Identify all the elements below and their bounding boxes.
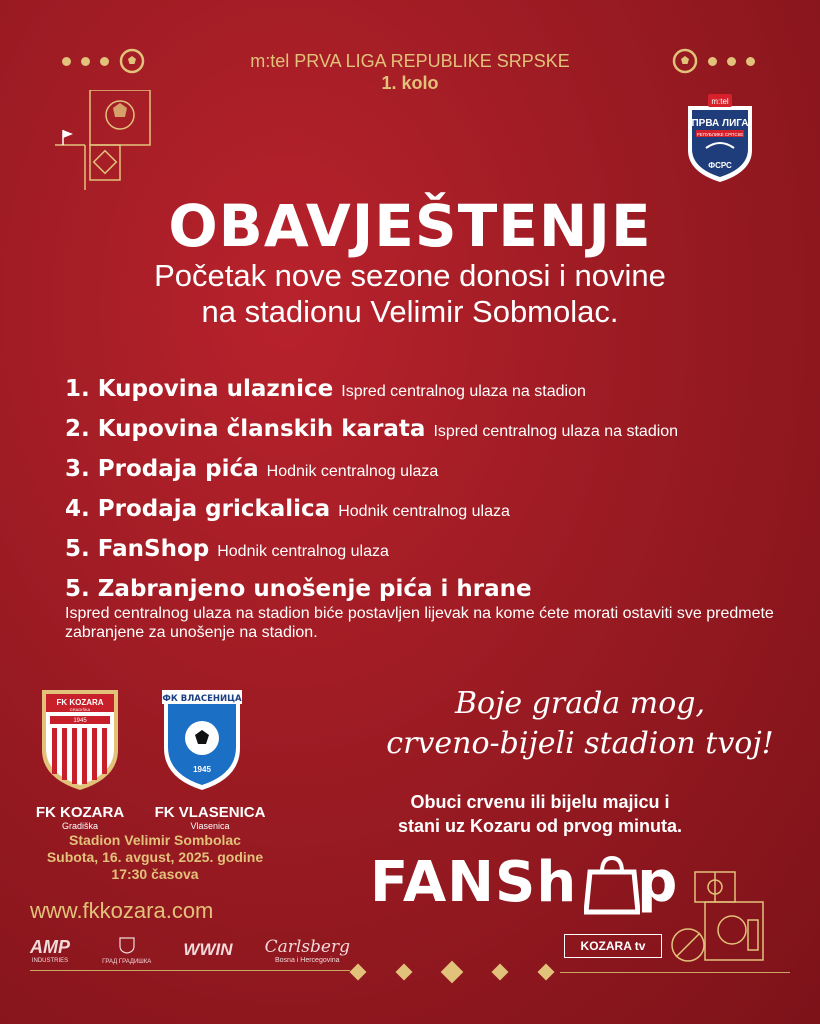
diamond-icon [492,964,509,981]
carlsberg-logo-sub: Bosna i Hercegovina [274,956,340,964]
away-club-label [150,804,270,831]
item-desc: Hodnik centralnog ulaza [217,543,389,560]
wwin-logo: WWIN [183,940,233,959]
fk-kozara-crest-logo [40,688,120,792]
list-item [65,456,785,496]
notice-list [65,376,785,642]
kozara-tv-logo: KOZARA tv [564,934,662,958]
fanshop-logo-end: p [637,850,679,915]
round-label: 1. kolo [381,73,439,93]
city-crest-icon [118,936,136,954]
fk-vlasenica-crest-logo [162,688,242,792]
carlsberg-logo-text: Carlsberg [264,936,350,957]
item-title: 2. Kupovina članskih karata [65,416,426,442]
slogan [340,684,820,764]
league-header [0,50,820,94]
slogan-line-2: crveno-bijeli stadion tvoj! [386,726,774,761]
match-date: Subota, 16. avgust, 2025. godine [46,849,264,865]
league-badge-logo [684,92,756,184]
shopping-bag-icon [584,854,640,916]
item-desc: Hodnik centralnog ulaza [338,503,510,520]
kozara-crest-year: 1945 [73,718,87,724]
pitch-decoration-icon [670,870,765,965]
amp-logo-text: AMP [30,936,70,957]
subtitle [0,258,820,330]
item-title: 5. Zabranjeno unošenje pića i hrane [65,576,532,602]
badge-sub-text: РЕПУБЛИКЕ СРПСКЕ [696,132,744,137]
kozara-crest-text: FK KOZARA [56,698,104,707]
item-title: 1. Kupovina ulaznice [65,376,334,402]
home-club-name: FK KOZARA [35,804,125,821]
sponsor-divider [30,970,350,971]
list-item [65,536,785,576]
subtitle-line-2: na stadionu Velimir Sobmolac. [201,294,619,329]
grad-gradiska-logo [102,936,151,965]
item-title: 3. Prodaja pića [65,456,259,482]
diamond-icon [538,964,555,981]
item-desc: Ispred centralnog ulaza na stadion [433,423,679,440]
callout [330,790,750,838]
home-club-label [20,804,140,831]
list-item [65,376,785,416]
sponsors-bar [30,930,350,970]
home-club-town: Gradiška [61,821,98,831]
item-desc: Ispred centralnog ulaza na stadion [341,383,586,400]
diamond-icon [396,964,413,981]
item-desc: Hodnik centralnog ulaza [266,463,439,480]
bottom-diamonds [352,964,552,980]
vlasenica-crest-year: 1945 [193,765,211,774]
page-title: OBAVJEŠTENJE [168,192,652,260]
subtitle-line-1: Početak nove sezone donosi i novine [154,258,666,293]
pitch-decoration-icon [55,90,155,190]
badge-name-text: ПРВА ЛИГА [691,118,749,129]
amp-logo-sub: INDUSTRIES [31,957,69,964]
grad-logo-text: ГРАД ГРАДИШКА [102,958,152,965]
stadium-name: Stadion Velimir Sombolac [69,832,241,848]
carlsberg-logo [265,937,350,964]
website-link: www.fkkozara.com [30,898,214,923]
item-title: 4. Prodaja grickalica [65,496,331,522]
away-club-town: Vlasenica [190,821,230,831]
amp-logo [30,937,70,964]
match-time: 17:30 časova [111,866,199,882]
kozara-crest-sub: GRADIŠKA [69,707,91,712]
league-name: m:tel PRVA LIGA REPUBLIKE SRPSKE [250,51,570,71]
away-club-name: FK VLASENICA [154,804,266,821]
list-item [65,416,785,456]
item-title: 5. FanShop [65,536,210,562]
fanshop-logo-text: FANSh [370,850,578,915]
match-info [20,832,290,883]
slogan-line-1: Boje grada mog, [454,686,705,721]
vlasenica-crest-text: ФК ВЛАСЕНИЦА [162,694,242,704]
diamond-icon [350,964,367,981]
diamond-icon [441,961,464,984]
badge-top-text: m:tel [711,97,729,106]
item-note: Ispred centralnog ulaza na stadion biće postavljen lijevak na kome ćete morati ostaviti sve predmete zabranjene za unošenje na stadion. [65,605,774,641]
list-item [65,496,785,536]
badge-org-text: ФСРС [708,161,732,170]
bottom-right-divider [560,972,790,973]
callout-line-2: stani uz Kozaru od prvog minuta. [397,816,682,836]
callout-line-1: Obuci crvenu ili bijelu majicu i [410,792,670,812]
